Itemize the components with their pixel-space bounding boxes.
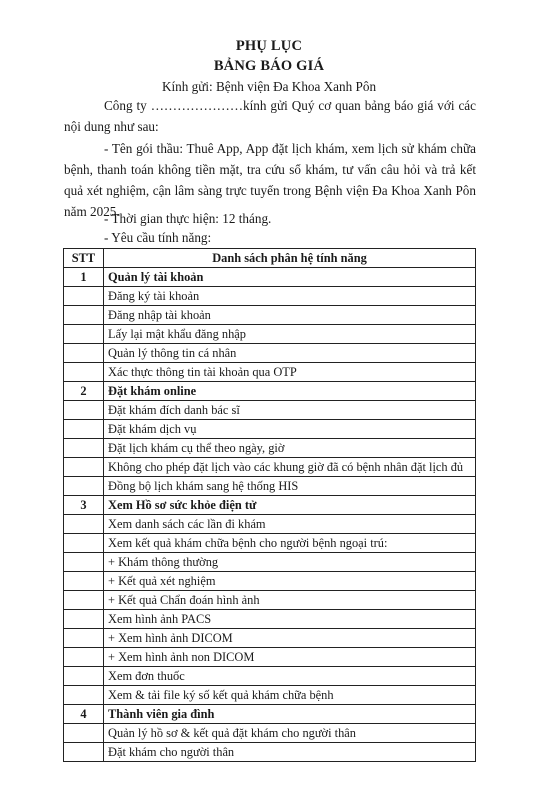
table-row: [64, 591, 476, 610]
row-stt: [64, 344, 104, 363]
row-stt: [64, 534, 104, 553]
table-row: [64, 686, 476, 705]
header-feature-list: Danh sách phân hệ tính năng: [104, 249, 476, 268]
group-title: Xem Hồ sơ sức khỏe điện tử: [104, 496, 476, 515]
requirements-line: - Yêu cầu tính năng:: [104, 230, 212, 245]
package-name-paragraph: - Tên gói thầu: Thuê App, App đặt lịch khám, xem lịch sử khám chữa bệnh, thanh toán không tiền mặt, tra cứu sổ khám, tư vấn câu hỏi và trả kết quả xét nghiệm, cận lâm sàng trực tuyến trong Bệnh viện Đa Khoa Xanh Pôn năm 2025.: [64, 141, 476, 219]
table-group-row: [64, 705, 476, 724]
row-stt: [64, 667, 104, 686]
table-header-row: [64, 249, 476, 268]
table-row: [64, 401, 476, 420]
row-stt: [64, 553, 104, 572]
table-row: [64, 724, 476, 743]
feature-item: Đồng bộ lịch khám sang hệ thống HIS: [104, 477, 476, 496]
feature-item: + Kết quả Chẩn đoán hình ảnh: [104, 591, 476, 610]
feature-item: Xem kết quả khám chữa bệnh cho người bệnh ngoại trú:: [104, 534, 476, 553]
feature-item: Đặt khám cho người thân: [104, 743, 476, 762]
table-row: [64, 439, 476, 458]
feature-item: Quản lý hồ sơ & kết quả đặt khám cho người thân: [104, 724, 476, 743]
table-row: [64, 325, 476, 344]
table-group-row: [64, 268, 476, 287]
feature-item: Xác thực thông tin tài khoản qua OTP: [104, 363, 476, 382]
table-row: [64, 420, 476, 439]
intro-paragraph: Công ty …………………kính gửi Quý cơ quan bảng báo giá với các nội dung như sau:: [64, 98, 476, 134]
feature-item: Đặt khám dịch vụ: [104, 420, 476, 439]
feature-item: Lấy lại mật khẩu đăng nhập: [104, 325, 476, 344]
table-row: [64, 553, 476, 572]
feature-item: + Kết quả xét nghiệm: [104, 572, 476, 591]
feature-item: Xem & tải file ký số kết quả khám chữa bệnh: [104, 686, 476, 705]
feature-item: Đặt lịch khám cụ thể theo ngày, giờ: [104, 439, 476, 458]
feature-item: Đặt khám đích danh bác sĩ: [104, 401, 476, 420]
table-row: [64, 743, 476, 762]
row-stt: [64, 325, 104, 344]
row-stt: [64, 401, 104, 420]
group-title: Quản lý tài khoản: [104, 268, 476, 287]
feature-item: + Khám thông thường: [104, 553, 476, 572]
table-group-row: [64, 382, 476, 401]
row-stt: [64, 724, 104, 743]
table-row: [64, 287, 476, 306]
table-row: [64, 515, 476, 534]
row-stt: [64, 515, 104, 534]
row-stt: [64, 610, 104, 629]
feature-item: Đăng nhập tài khoản: [104, 306, 476, 325]
table-row: [64, 344, 476, 363]
row-stt: [64, 287, 104, 306]
table-row: [64, 306, 476, 325]
table-row: [64, 667, 476, 686]
feature-table: [63, 248, 476, 762]
table-group-row: [64, 496, 476, 515]
greeting-line: Kính gửi: Bệnh viện Đa Khoa Xanh Pôn: [161, 79, 377, 94]
feature-item: Xem đơn thuốc: [104, 667, 476, 686]
feature-item: + Xem hình ảnh DICOM: [104, 629, 476, 648]
feature-table-body: [64, 268, 476, 762]
table-row: [64, 610, 476, 629]
row-stt: [64, 458, 104, 477]
table-row: [64, 534, 476, 553]
table-row: [64, 629, 476, 648]
header-stt: STT: [64, 249, 104, 268]
row-stt: [64, 572, 104, 591]
row-stt: [64, 420, 104, 439]
document-title: PHỤ LỤC: [235, 38, 303, 54]
row-stt: [64, 306, 104, 325]
group-title: Đặt khám online: [104, 382, 476, 401]
feature-item: Xem hình ảnh PACS: [104, 610, 476, 629]
feature-item: Đăng ký tài khoản: [104, 287, 476, 306]
duration-line: - Thời gian thực hiện: 12 tháng.: [104, 211, 272, 226]
group-title: Thành viên gia đình: [104, 705, 476, 724]
row-stt: [64, 648, 104, 667]
feature-item: Không cho phép đặt lịch vào các khung giờ đã có bệnh nhân đặt lịch đủ: [104, 458, 476, 477]
table-row: [64, 572, 476, 591]
row-stt: 1: [64, 268, 104, 287]
row-stt: [64, 439, 104, 458]
row-stt: [64, 363, 104, 382]
row-stt: [64, 686, 104, 705]
feature-item: Quản lý thông tin cá nhân: [104, 344, 476, 363]
row-stt: 4: [64, 705, 104, 724]
row-stt: 2: [64, 382, 104, 401]
row-stt: [64, 743, 104, 762]
document-subtitle: BẢNG BÁO GIÁ: [213, 58, 325, 74]
table-row: [64, 648, 476, 667]
table-row: [64, 477, 476, 496]
table-row: [64, 458, 476, 477]
table-row: [64, 363, 476, 382]
row-stt: [64, 591, 104, 610]
row-stt: [64, 477, 104, 496]
row-stt: 3: [64, 496, 104, 515]
row-stt: [64, 629, 104, 648]
feature-item: + Xem hình ảnh non DICOM: [104, 648, 476, 667]
feature-item: Xem danh sách các lần đi khám: [104, 515, 476, 534]
